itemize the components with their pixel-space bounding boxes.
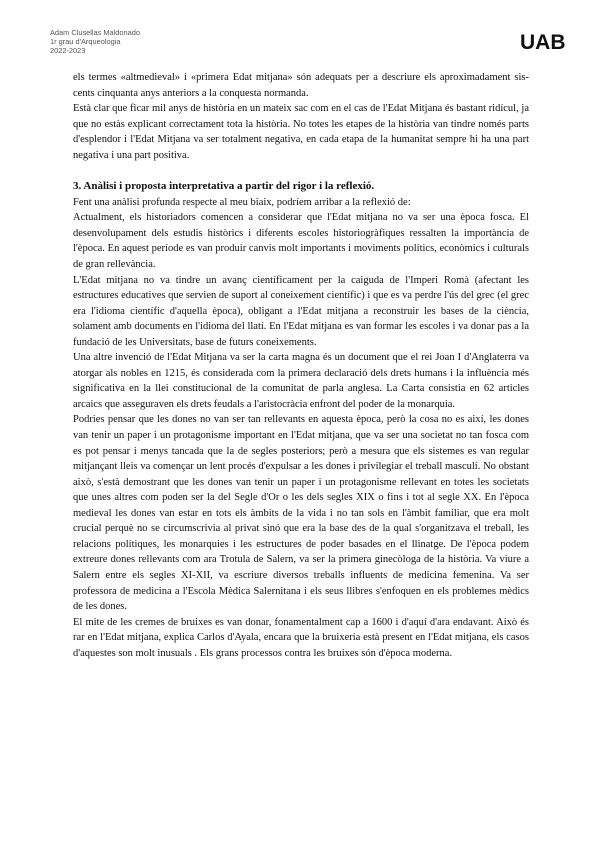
paragraph: Una altre invenció de l'Edat Mitjana va ser la carta magna és un document que el rei Joan I d'Anglaterra va atorgar als nobles en 1215, és considerada com la primera declaració dels drets humans i la influència més significativa en la llei constitucional de la comunitat de parla anglesa. La Carta consistia en 62 articles arcaics que asseguraven els drets feudals a l'aristocràcia enfront del poder de la monarquia. [73, 352, 529, 410]
paragraph: Actualment, els historiadors comencen a considerar que l'Edat mitjana no va ser una època fosca. El desenvolupament dels estudis històrics i diferents escoles historiogràfiques ressalten la importància de l'època. En aquest període es van produir canvis molt importants i moviments polítics, econòmics i culturals de gran rellevància. [73, 212, 529, 271]
paragraph: L'Edat mitjana no va tindre un avanç científicament per la caiguda de l'Imperi Romà (afectant les estructures educatives que servien de suport al coneixement científic) i que es va perdre l'ús del grec (el grec era l'idioma científic d'aquella època), obligant a l'Edat mitjana a reconstruir les bases de la ciència, solament amb documents en l'idioma del llatí. En l'Edat mitjana es van formar les escoles i va donar pas a la fundació de les Universitats, base de futurs coneixements. [73, 274, 529, 348]
uab-logo: UAB [520, 31, 566, 54]
course-name: 1r grau d'Arqueologia [50, 37, 121, 46]
document-body [73, 70, 529, 661]
author-name: Adam Clusellas Maldonado [50, 28, 140, 37]
intro-line: Fent una anàlisi profunda respecte al meu biaix, podríem arribar a la reflexió de: [73, 196, 411, 208]
page-header [50, 28, 140, 55]
paragraph: els termes «altmedieval» i «primera Edat mitjana» són adequats per a descriure els aproximadament sis-cents cinquanta anys anteriors a la conquesta normanda. [73, 72, 529, 99]
paragraph: El mite de les cremes de bruixes es van donar, fonamentalment cap a 1600 i d'aquí d'ara endavant. Això és rar en l'Edat mitjana, explica Carlos d'Ayala, encara que la bruixeria està present en l'Edat mitjana, els casos d'aquestes son molt inusuals . Els grans processos contra les bruixes són d'època moderna. [73, 616, 529, 659]
academic-year: 2022-2023 [50, 46, 86, 55]
paragraph: Està clar que ficar mil anys de història en un mateix sac com en el cas de l'Edat Mitjana és bastant ridícul, ja que no estàs explicant correctament tota la història. No totes les etapes de la història van tindre només parts d'esplendor i l'Edat Mitjana va ser totalment negativa, en cada etapa de la humanitat sempre hi ha una part negativa i una part positiva. [73, 103, 529, 161]
paragraph: Podries pensar que les dones no van ser tan rellevants en aquesta època, però la cosa no es així, les dones van tenir un paper i un protagonisme important en l'Edat mitjana, que va ser una societat no tan fosca com es pot pensar i menys tancada que la de segles posteriors; però a mesura que els sistemes es van regular mitjançant lleis va començar un lent procés d'expulsar a les dones i privilegiar el treball masculí. No obstant això, s'està demostrant que les dones van tenir un paper i un protagonisme rellevant en totes les societats que unes altres com poden ser la del Segle d'Or o les dels segles XIX o fins i tot al segle XX. En l'època medieval les dones van estar en tots els àmbits de la vida i no tan sols en l'àmbit familiar, que era molt crucial perquè no se circumscrivia al privat sinó que era la base des de la qual s'organitzava el treball, les relacions polítiques, les monarquies i les estructures de poder basades en el llinatge. De l'època podem extreure dones rellevants com ara Trotula de Salern, va ser la primera ginecòloga de la història. Va viure a Salern entre els segles XI-XII, va escriure diversos treballs influents de medicina femenina. Va ser professora de medicina a l'Escola Mèdica Salernitana i els seus llibres s'enfoquen en els problemes mèdics de les dones. [73, 414, 529, 613]
section-heading: 3. Anàlisi i proposta interpretativa a partir del rigor i la reflexió. [73, 180, 375, 193]
